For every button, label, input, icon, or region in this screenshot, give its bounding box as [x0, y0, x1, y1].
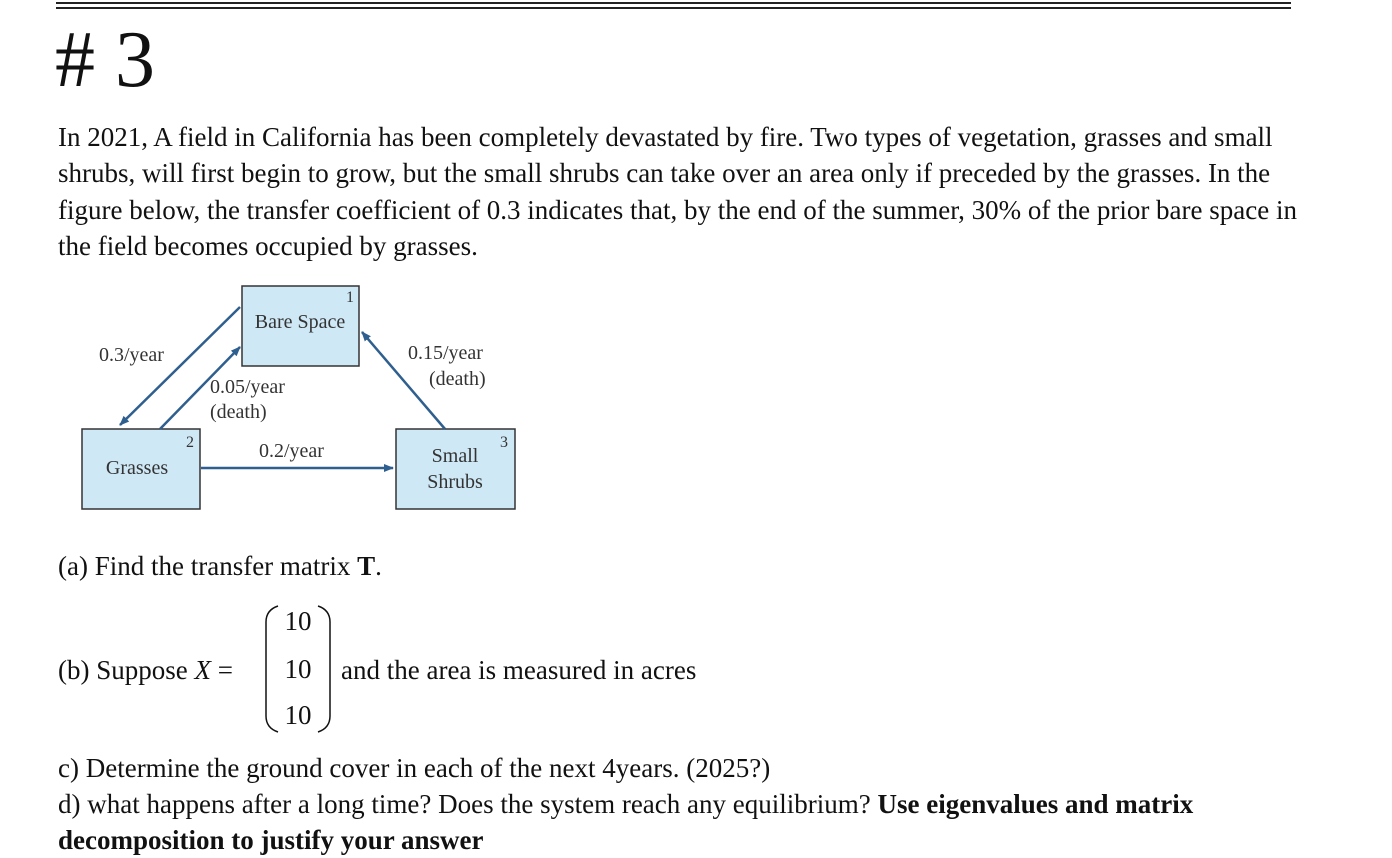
parts-c-d: [58, 750, 1338, 858]
part-b-equals: =: [211, 655, 233, 685]
small-shrubs-number: 3: [500, 434, 508, 451]
rate-grasses-to-shrubs: 0.2/year: [259, 440, 324, 462]
note-grasses-to-bare: (death): [210, 401, 267, 423]
part-a-matrix-symbol: T: [357, 551, 376, 581]
part-c: c) Determine the ground cover in each of the next 4years. (2025?): [58, 753, 771, 783]
initial-vector-matrix: [265, 602, 331, 736]
matrix-entry-3: 10: [284, 700, 312, 730]
rate-bare-to-grasses: 0.3/year: [99, 344, 164, 366]
small-shrubs-node: [396, 429, 515, 509]
part-b: [58, 654, 233, 686]
part-a: [58, 550, 382, 582]
problem-intro-paragraph: In 2021, A field in California has been completely devastated by fire. Two types of vegetation, grasses and small shrubs, will first begin to grow, but the small shrubs can take over an area only if preceded by the grasses. In the figure below, the transfer coefficient of 0.3 indicates that, by the end of the summer, 30% of the prior bare space in the field becomes occupied by grasses.: [58, 122, 1297, 261]
bare-space-number: 1: [346, 289, 354, 306]
part-a-end: .: [375, 551, 382, 581]
part-b-variable: X: [194, 655, 211, 685]
part-d-text: d) what happens after a long time? Does the system reach any equilibrium?: [58, 789, 878, 819]
part-b-prefix: (b) Suppose: [58, 655, 195, 685]
small-shrubs-label-line2: Shrubs: [427, 471, 483, 493]
rate-shrubs-to-bare: 0.15/year: [408, 342, 483, 364]
matrix-entry-2: 10: [284, 654, 312, 684]
matrix-entry-1: 10: [284, 606, 312, 636]
grasses-number: 2: [186, 434, 194, 451]
top-rule: [56, 2, 1291, 4]
small-shrubs-label-line1: Small: [431, 445, 479, 467]
part-a-text: (a) Find the transfer matrix: [58, 551, 358, 581]
rate-grasses-to-bare: 0.05/year: [210, 376, 285, 398]
grasses-label: Grasses: [105, 457, 169, 479]
part-b-suffix: and the area is measured in acres: [341, 655, 697, 685]
transfer-diagram: [70, 280, 530, 520]
part-d-bold: Use eigenvalues and matrix decomposition to justify your answer: [58, 789, 1194, 855]
note-shrubs-to-bare: (death): [429, 368, 486, 390]
top-rule-second: [56, 7, 1291, 9]
bare-space-label: Bare Space: [254, 311, 346, 333]
problem-number-heading: # 3: [55, 16, 155, 104]
